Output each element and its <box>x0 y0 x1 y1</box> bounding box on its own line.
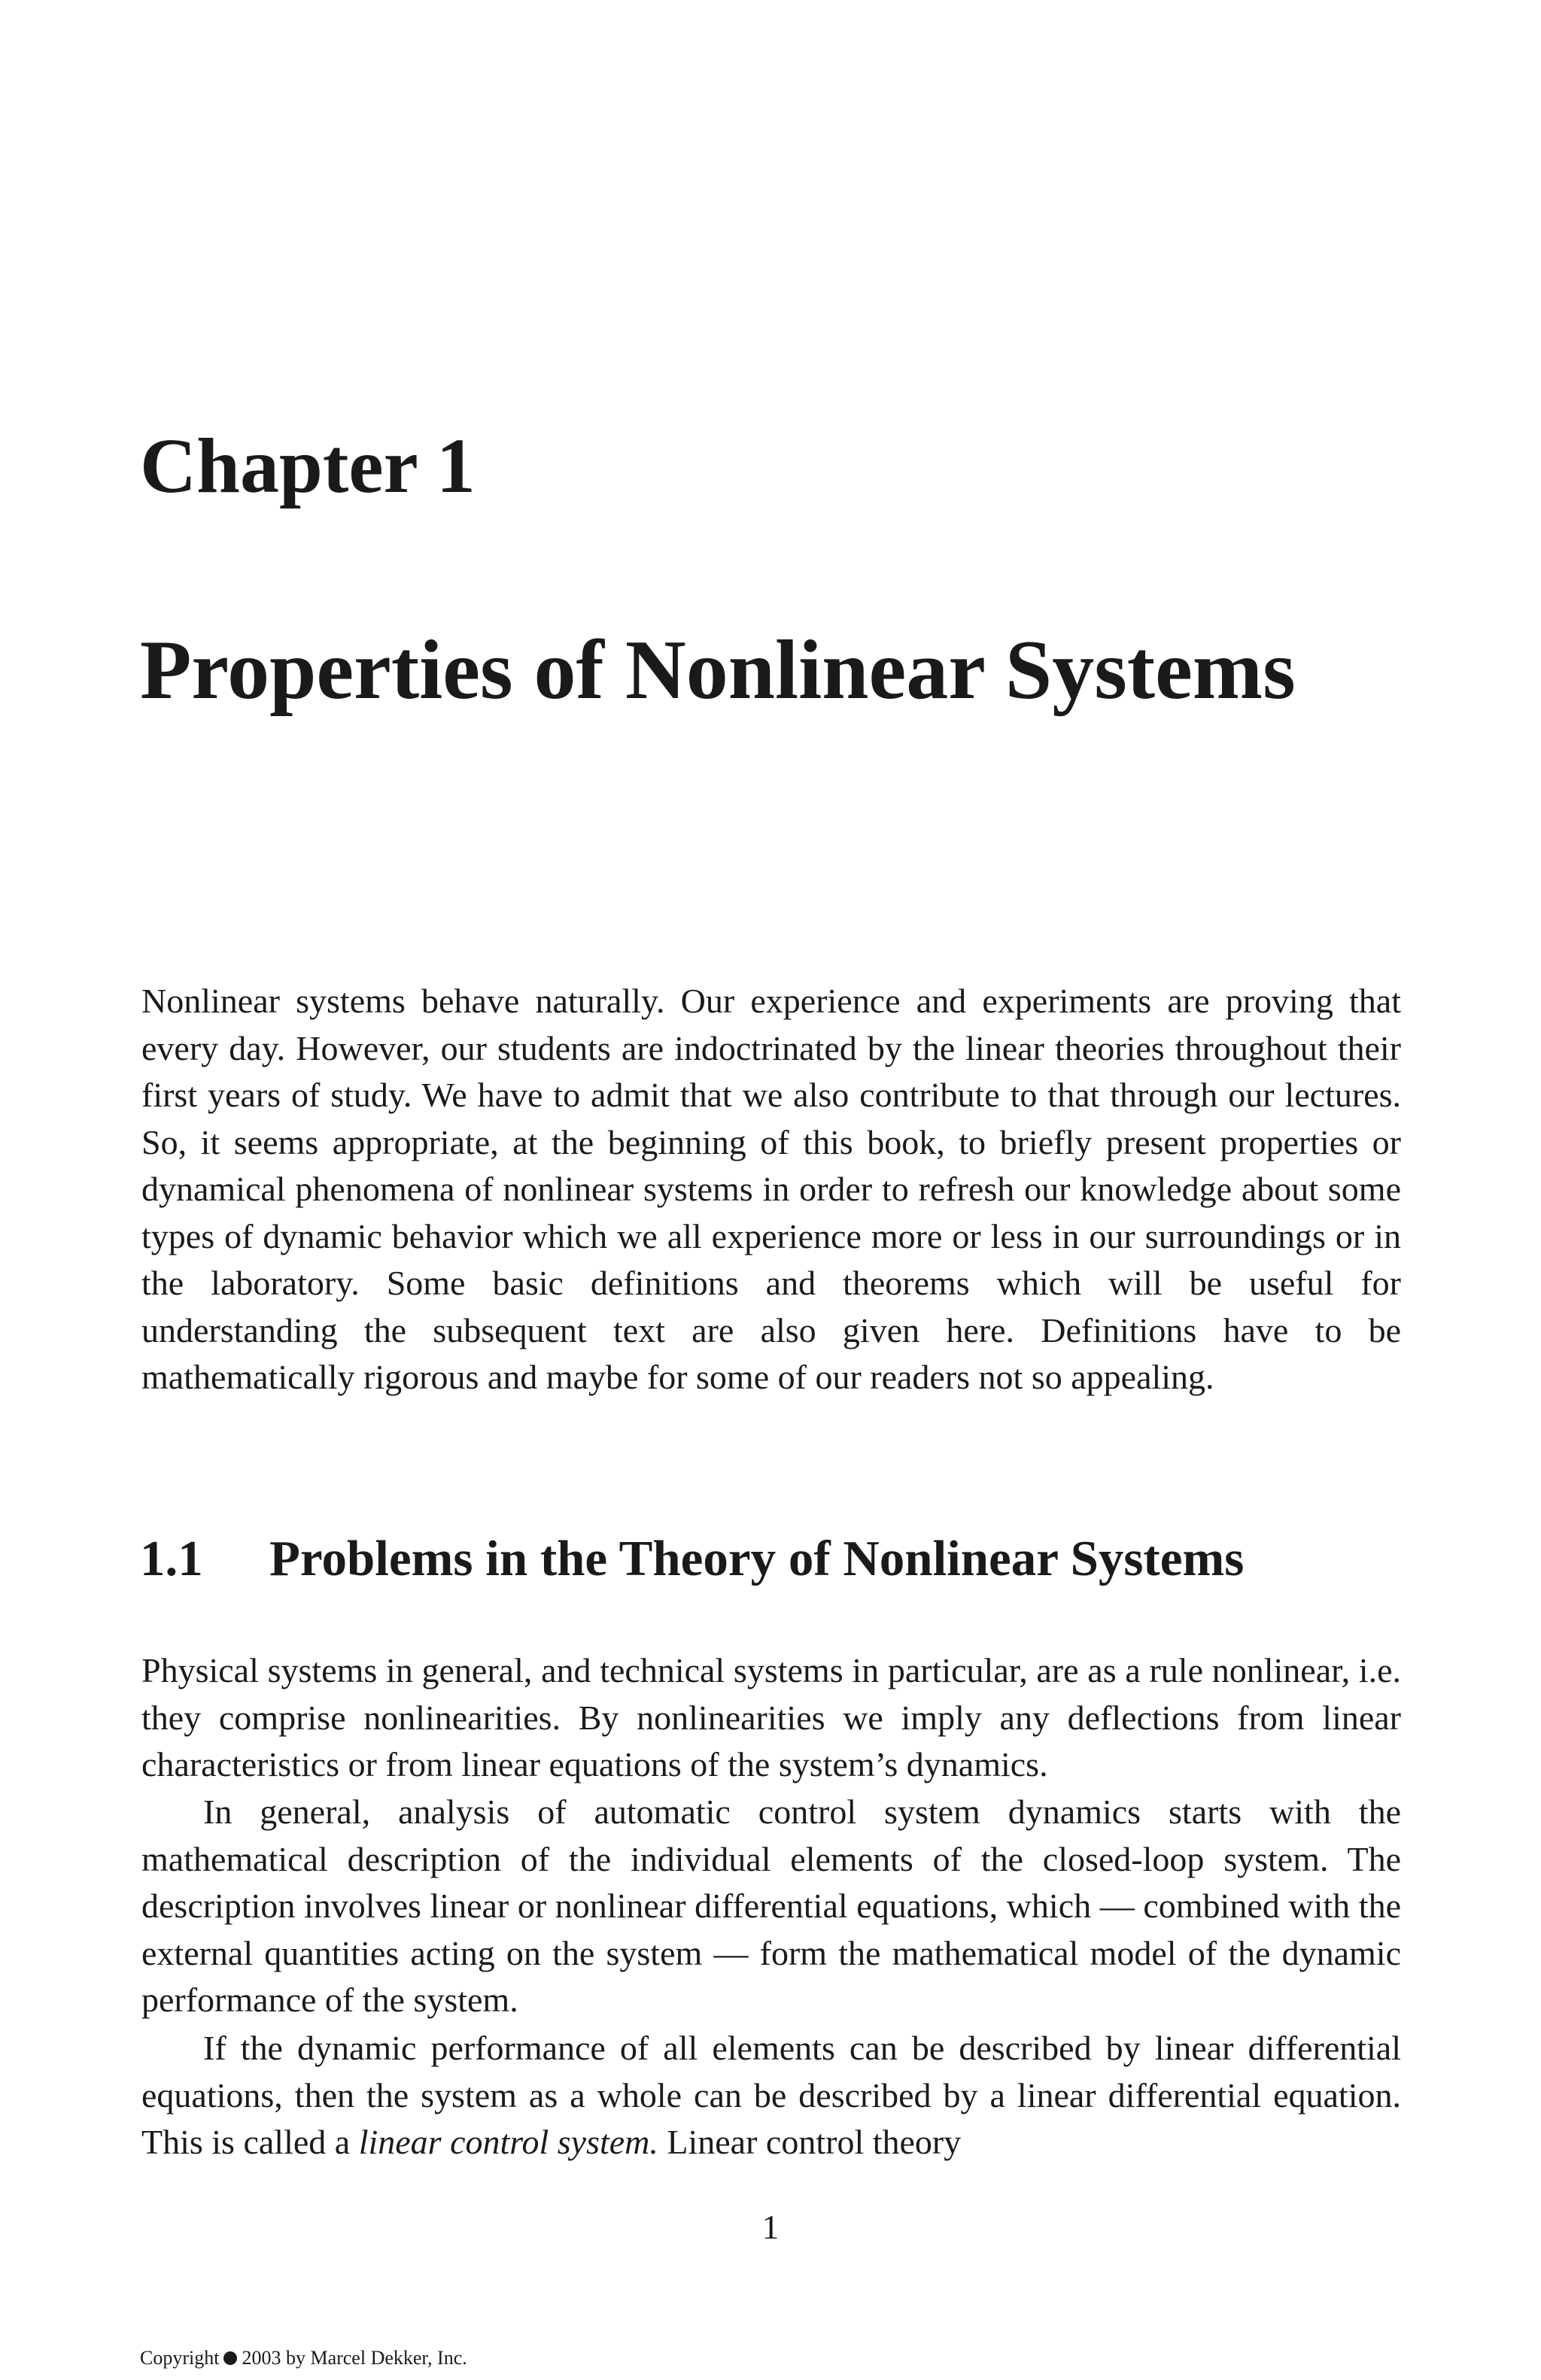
intro-paragraph: Nonlinear systems behave naturally. Our experience and experiments are proving that every day. However, our students are indoctrinated by the linear theories throughout their first years of study. We have to admit that we also contribute to that through our lectures. So, it seems appropriate, at the beginning of this book, to briefly present properties or dynamical phenomena of nonlinear systems in order to refresh our knowledge about some types of dynamic behavior which we all experience more or less in our surroundings or in the laboratory. Some basic definitions and theorems which will be useful for understanding the subsequent text are also given here. Definitions have to be mathematically rigorous and maybe for some of our readers not so appealing. <box>141 982 1401 1396</box>
section-title: Problems in the Theory of Nonlinear Systems <box>269 1531 1245 1586</box>
section-number: 1.1 <box>140 1531 203 1586</box>
page-number: 1 <box>761 2208 780 2246</box>
section-paragraph-2: In general, analysis of automatic control system dynamics starts with the mathematical description of the individual elements of the closed-loop system. The description involves linear or nonlinear differential equations, which — combined with the external quantities acting on the system — form the mathematical model of the dynamic performance of the system. <box>141 1793 1401 2019</box>
emphasis-term: linear control system. <box>358 2123 658 2161</box>
copyright-suffix: 2003 by Marcel Dekker, Inc. <box>242 2347 467 2369</box>
paragraph-3-continuation: Linear control theory <box>658 2123 962 2161</box>
section-heading <box>140 1532 1244 1587</box>
copyright-notice <box>140 2348 467 2368</box>
chapter-title: Properties of Nonlinear Systems <box>140 624 1296 717</box>
copyright-prefix: Copyright <box>140 2347 220 2369</box>
paragraph-3-text: If the dynamic performance of all elements can be described by linear differential equations, then the system as a whole can be described by a linear differential equation. This is called a <box>141 2029 1401 2161</box>
section-paragraph-1: Physical systems in general, and technical systems in particular, are as a rule nonlinear, i.e. they comprise nonlinearities. By nonlinearities we imply any deflections from linear characteristics or from linear equations of the system’s dynamics. <box>141 1651 1401 1783</box>
bullet-icon <box>223 2351 237 2365</box>
chapter-label: Chapter 1 <box>140 423 476 509</box>
section-paragraph-3 <box>141 2025 1401 2166</box>
